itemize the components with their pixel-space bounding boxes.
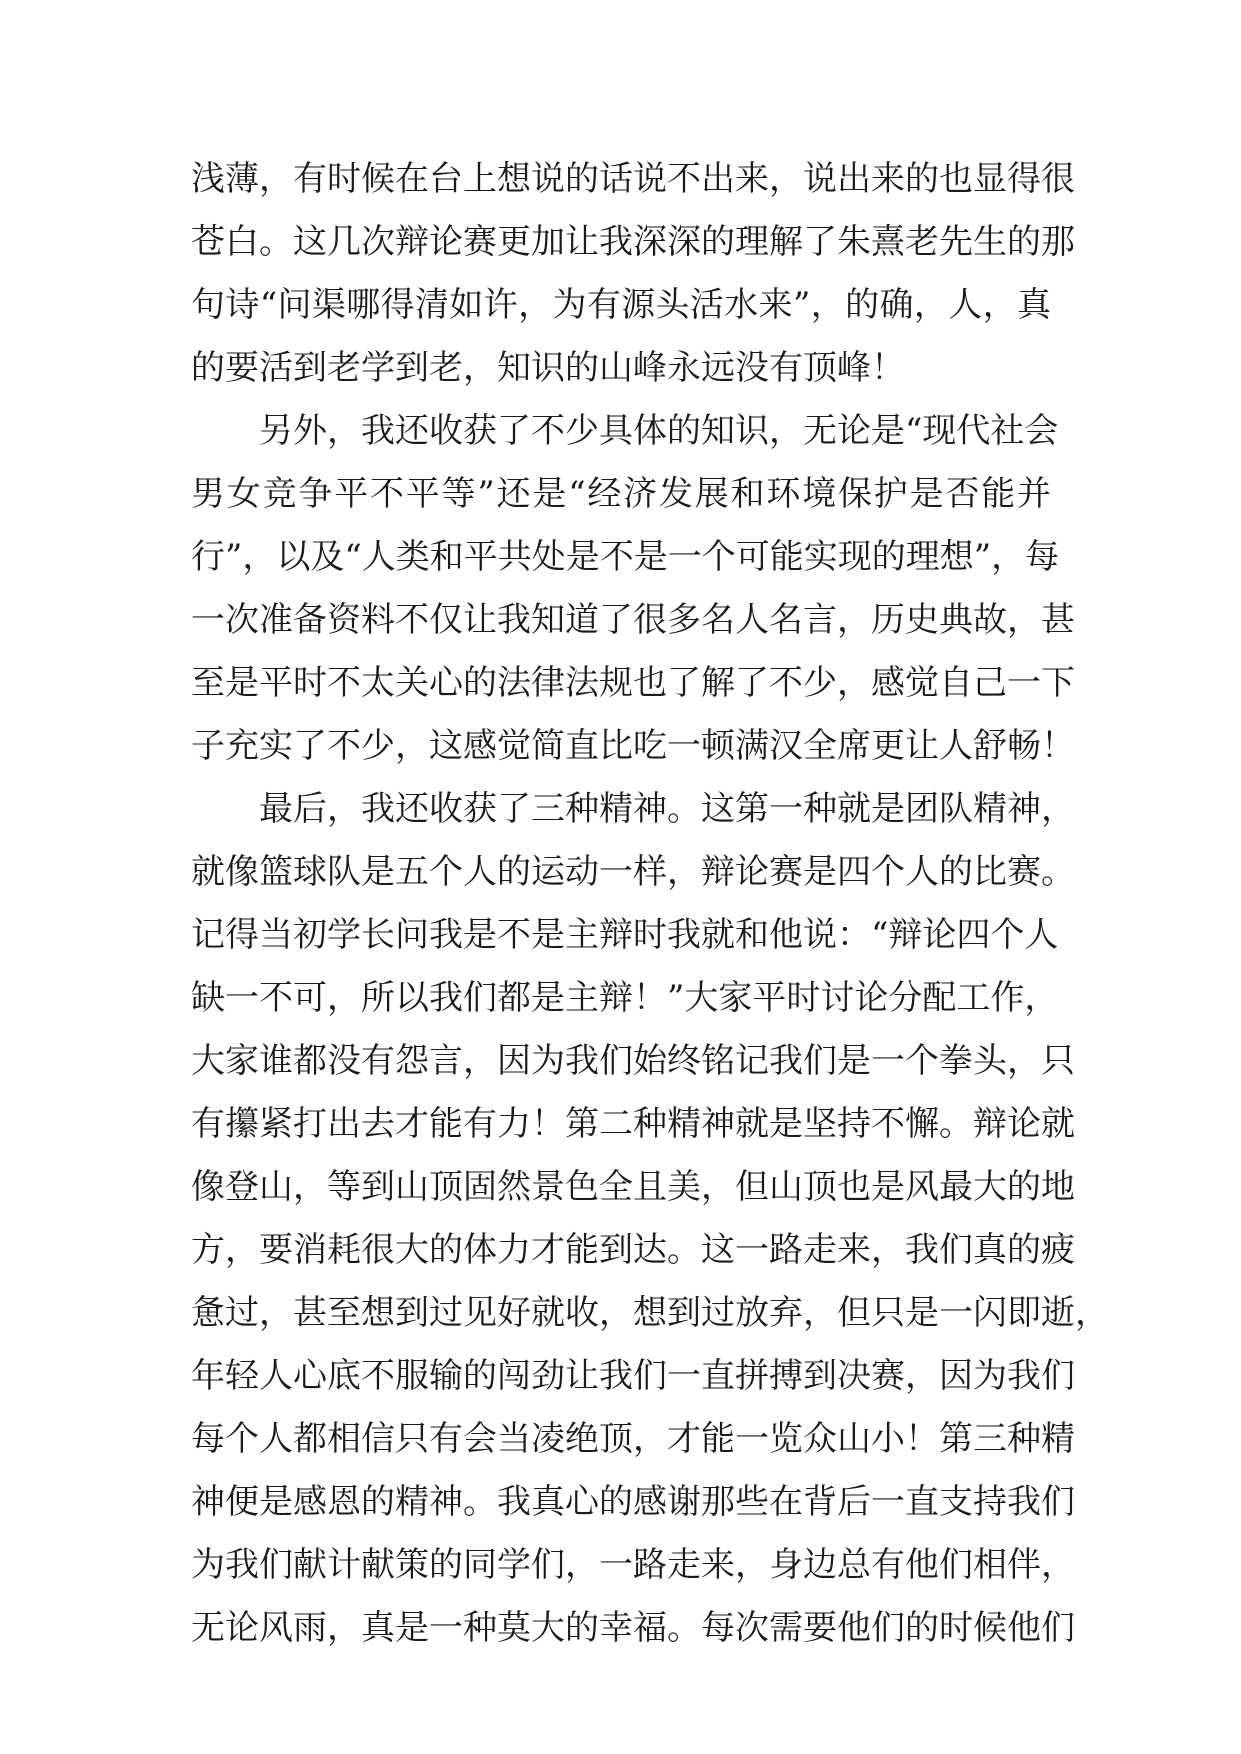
- text-line: 记得当初学长问我是不是主辩时我就和他说：“辩论四个人: [191, 915, 1059, 955]
- text-line: 无论风雨，真是一种莫大的幸福。每次需要他们的时候他们: [191, 1608, 1075, 1648]
- text-line: 一次准备资料不仅让我知道了很多名人名言，历史典故，甚: [191, 600, 1075, 640]
- body-text: [191, 148, 1109, 1660]
- text-line: 苍白。这几次辩论赛更加让我深深的理解了朱熹老先生的那: [191, 222, 1075, 262]
- text-line: 每个人都相信只有会当凌绝顶，才能一览众山小！第三种精: [191, 1419, 1075, 1459]
- text-line: 就像篮球队是五个人的运动一样，辩论赛是四个人的比赛。: [191, 852, 1075, 892]
- text-line: 缺一不可，所以我们都是主辩！”大家平时讨论分配工作，: [191, 978, 1059, 1018]
- text-line: 像登山，等到山顶固然景色全且美，但山顶也是风最大的地: [191, 1167, 1075, 1207]
- text-line: 为我们献计献策的同学们，一路走来，身边总有他们相伴，: [191, 1545, 1075, 1585]
- paragraph-first-line: 另外，我还收获了不少具体的知识，无论是“现代社会: [259, 411, 1059, 451]
- text-line: 男女竞争平不平等”还是“经济发展和环境保护是否能并: [191, 474, 1051, 514]
- text-line: 浅薄，有时候在台上想说的话说不出来，说出来的也显得很: [191, 159, 1075, 199]
- text-line: 惫过，甚至想到过见好就收，想到过放弃，但只是一闪即逝，: [191, 1293, 1109, 1333]
- paragraph-first-line: 最后，我还收获了三种精神。这第一种就是团队精神，: [259, 789, 1075, 829]
- text-line: 有攥紧打出去才能有力！第二种精神就是坚持不懈。辩论就: [191, 1104, 1075, 1144]
- text-line: 神便是感恩的精神。我真心的感谢那些在背后一直支持我们: [191, 1482, 1075, 1522]
- text-line: 大家谁都没有怨言，因为我们始终铭记我们是一个拳头，只: [191, 1041, 1075, 1081]
- text-line: 行”，以及“人类和平共处是不是一个可能实现的理想”，每: [191, 537, 1060, 577]
- text-line: 年轻人心底不服输的闯劲让我们一直拼搏到决赛，因为我们: [191, 1356, 1075, 1396]
- text-line: 至是平时不太关心的法律法规也了解了不少，感觉自己一下: [191, 663, 1075, 703]
- text-line: 方，要消耗很大的体力才能到达。这一路走来，我们真的疲: [191, 1230, 1075, 1270]
- text-line: 的要活到老学到老，知识的山峰永远没有顶峰！: [191, 348, 905, 388]
- text-line: 子充实了不少，这感觉简直比吃一顿满汉全席更让人舒畅！: [191, 726, 1075, 766]
- text-line: 句诗“问渠哪得清如许，为有源头活水来”，的确，人，真: [191, 285, 1051, 325]
